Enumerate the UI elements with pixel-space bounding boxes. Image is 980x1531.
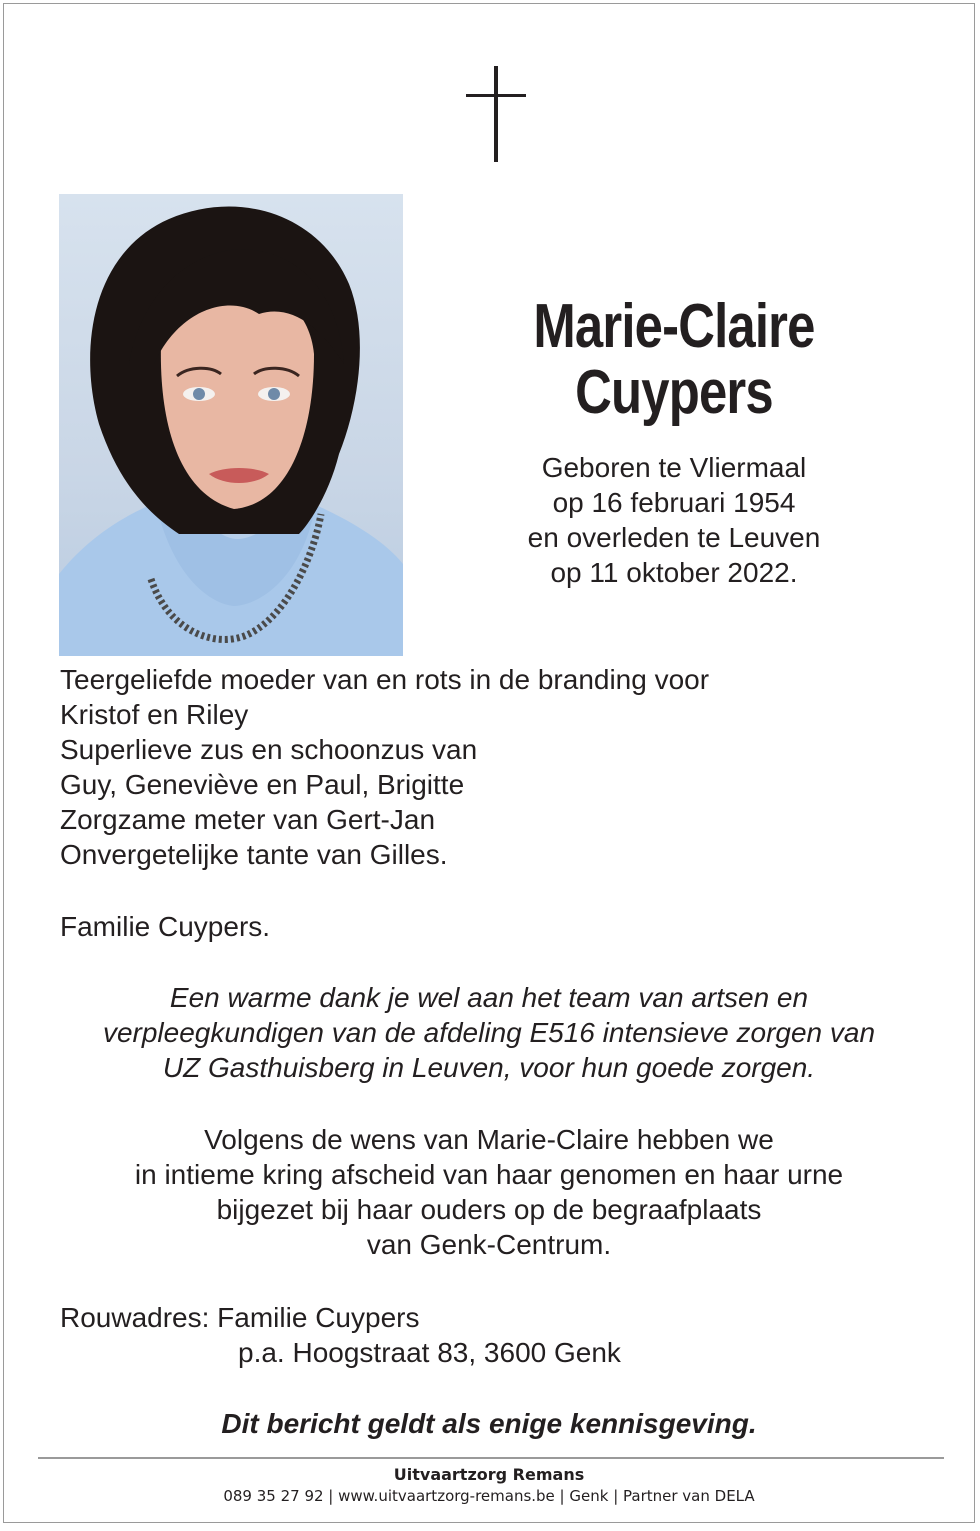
date-line: op 11 oktober 2022.	[550, 557, 798, 588]
family-relations	[60, 662, 920, 872]
date-line: op 16 februari 1954	[552, 487, 796, 518]
family-signature: Familie Cuypers.	[60, 911, 271, 942]
family-line: Kristof en Riley	[60, 699, 249, 730]
family-line: Guy, Geneviève en Paul, Brigitte	[60, 769, 465, 800]
last-name: Cuypers	[575, 358, 773, 427]
date-line: Geboren te Vliermaal	[541, 452, 807, 483]
funeral-home-name: Uitvaartzorg Remans	[393, 1465, 585, 1484]
funeral-wish	[34, 1122, 944, 1262]
cross-icon	[466, 66, 526, 164]
notice-statement: Dit bericht geldt als enige kennisgeving.	[221, 1408, 757, 1439]
birth-death-dates	[474, 450, 874, 590]
deceased-name	[510, 294, 838, 426]
obituary-page	[3, 3, 975, 1523]
footer-divider	[38, 1457, 944, 1459]
thanks-line: verpleegkundigen van de afdeling E516 intensieve zorgen van	[102, 1017, 876, 1048]
date-line: en overleden te Leuven	[527, 522, 821, 553]
mourning-address-label: Rouwadres: Familie Cuypers	[60, 1302, 420, 1333]
wish-line: Volgens de wens van Marie-Claire hebben we	[204, 1124, 774, 1155]
wish-line: in intieme kring afscheid van haar genomen en haar urne	[134, 1159, 844, 1190]
first-name: Marie-Claire	[533, 292, 815, 361]
family-line: Onvergetelijke tante van Gilles.	[60, 839, 448, 870]
wish-line: bijgezet bij haar ouders op de begraafplaats	[216, 1194, 762, 1225]
family-line: Zorgzame meter van Gert-Jan	[60, 804, 436, 835]
portrait-photo	[59, 194, 403, 656]
mourning-address: p.a. Hoogstraat 83, 3600 Genk	[238, 1337, 621, 1368]
thanks-message	[34, 980, 944, 1085]
funeral-home-contact: 089 35 27 92 | www.uitvaartzorg-remans.be | Genk | Partner van DELA	[223, 1487, 755, 1505]
family-line: Teergeliefde moeder van en rots in de branding voor	[60, 664, 710, 695]
family-line: Superlieve zus en schoonzus van	[60, 734, 478, 765]
wish-line: van Genk-Centrum.	[366, 1229, 612, 1260]
thanks-line: Een warme dank je wel aan het team van artsen en	[169, 982, 809, 1013]
thanks-line: UZ Gasthuisberg in Leuven, voor hun goede zorgen.	[162, 1052, 816, 1083]
